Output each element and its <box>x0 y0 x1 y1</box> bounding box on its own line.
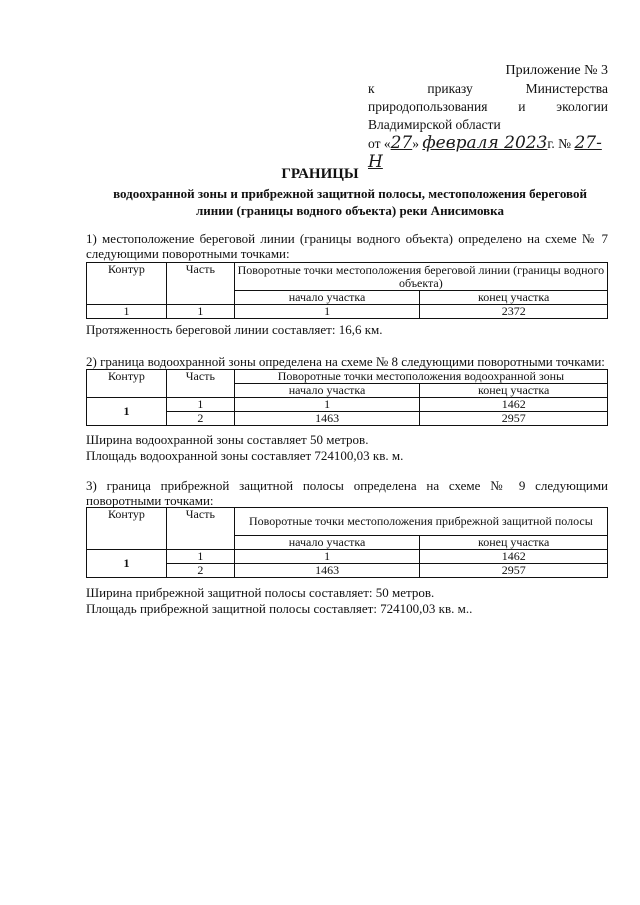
cell-start: 1 <box>234 550 420 564</box>
appendix-date-line <box>368 133 608 172</box>
header-end: конец участка <box>420 536 608 550</box>
header-contour: Контур <box>87 263 167 305</box>
appendix-region: Владимирской области <box>368 117 501 132</box>
section3-width-note: Ширина прибрежной защитной полосы составляет: 50 метров. <box>86 585 435 600</box>
appendix-order-line <box>368 80 608 98</box>
cell-end: 2372 <box>420 305 608 319</box>
word-and: и <box>518 99 526 114</box>
section3-table <box>86 507 608 578</box>
header-start: начало участка <box>234 291 420 305</box>
cell-end: 2957 <box>420 564 608 578</box>
table-row <box>87 398 608 412</box>
word-k: к <box>368 81 375 96</box>
section1-intro: 1) местоположение береговой линии (границы водного объекта) определено на схеме № 7 следующими поворотными точками: <box>86 231 608 261</box>
appendix-ministry-line <box>368 98 608 116</box>
word-nature: природопользования <box>368 99 488 114</box>
appendix-block <box>368 62 608 172</box>
section1-length-note: Протяженность береговой линии составляет: 16,6 км. <box>86 322 383 337</box>
cell-contour: 1 <box>87 550 167 578</box>
word-ministry: Министерства <box>525 81 608 96</box>
cell-start: 1463 <box>234 412 420 426</box>
page-subtitle: водоохранной зоны и прибрежной защитной полосы, местоположения береговой линии (границы водного объекта) реки Анисимовка <box>113 186 587 218</box>
page-title: ГРАНИЦЫ <box>281 166 359 182</box>
section2-area-note: Площадь водоохранной зоны составляет 724100,03 кв. м. <box>86 448 404 463</box>
section2-intro: 2) граница водоохранной зоны определена на схеме № 8 следующими поворотными точками: <box>86 354 605 369</box>
cell-start: 1 <box>234 305 420 319</box>
cell-part: 1 <box>166 398 234 412</box>
header-part: Часть <box>166 370 234 398</box>
word-order: приказу <box>427 81 473 96</box>
handwritten-month: февраля 2023 <box>422 133 548 153</box>
header-end: конец участка <box>420 291 608 305</box>
section3-area-note: Площадь прибрежной защитной полосы составляет: 724100,03 кв. м.. <box>86 601 473 616</box>
table-row <box>87 550 608 564</box>
header-part: Часть <box>166 263 234 305</box>
date-close-quote: » <box>412 136 419 151</box>
word-ecology: экологии <box>556 99 608 114</box>
header-points: Поворотные точки местоположения прибрежной защитной полосы <box>234 508 607 536</box>
cell-part: 2 <box>166 564 234 578</box>
cell-part: 1 <box>166 305 234 319</box>
appendix-number: Приложение № 3 <box>505 63 608 78</box>
cell-contour: 1 <box>87 398 167 426</box>
section3-intro: 3) граница прибрежной защитной полосы определена на схеме № 9 следующими поворотными точками: <box>86 478 608 508</box>
date-prefix: от « <box>368 136 391 151</box>
header-end: конец участка <box>420 384 608 398</box>
section1-table <box>86 262 608 319</box>
handwritten-order-number: 27-Н <box>368 133 602 172</box>
cell-contour: 1 <box>87 305 167 319</box>
cell-part: 2 <box>166 412 234 426</box>
cell-start: 1463 <box>234 564 420 578</box>
section2-table <box>86 369 608 426</box>
cell-end: 1462 <box>420 398 608 412</box>
handwritten-day: 27 <box>390 133 413 153</box>
header-contour: Контур <box>87 508 167 550</box>
header-points: Поворотные точки местоположения водоохранной зоны <box>234 370 607 384</box>
header-part: Часть <box>166 508 234 550</box>
date-year-number-label: г. № <box>547 136 572 151</box>
header-start: начало участка <box>234 384 420 398</box>
header-contour: Контур <box>87 370 167 398</box>
header-points: Поворотные точки местоположения береговой линии (границы водного объекта) <box>234 263 607 291</box>
cell-start: 1 <box>234 398 420 412</box>
cell-end: 2957 <box>420 412 608 426</box>
section2-width-note: Ширина водоохранной зоны составляет 50 метров. <box>86 432 369 447</box>
table-row <box>87 305 608 319</box>
header-start: начало участка <box>234 536 420 550</box>
cell-part: 1 <box>166 550 234 564</box>
cell-end: 1462 <box>420 550 608 564</box>
